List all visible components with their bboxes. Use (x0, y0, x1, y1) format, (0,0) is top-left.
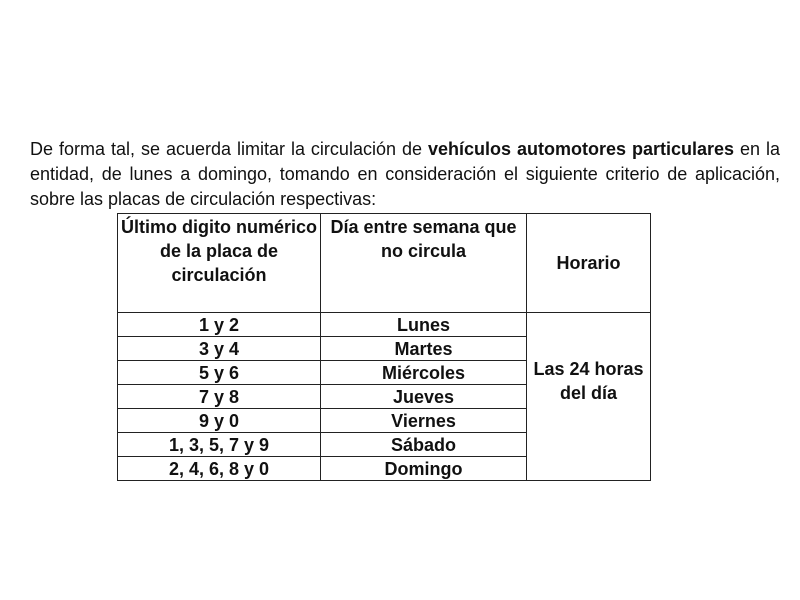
header-schedule: Horario (527, 214, 651, 313)
cell-day: Lunes (321, 313, 527, 337)
cell-digits: 3 y 4 (118, 337, 321, 361)
cell-digits: 1, 3, 5, 7 y 9 (118, 433, 321, 457)
intro-text-start: De forma tal, se acuerda limitar la circulación de (30, 139, 428, 159)
cell-day: Viernes (321, 409, 527, 433)
cell-digits: 1 y 2 (118, 313, 321, 337)
cell-day: Martes (321, 337, 527, 361)
intro-paragraph (30, 137, 780, 212)
header-restricted-day: Día entre semana que no circula (321, 214, 527, 313)
intro-text-end: en la entidad, de lunes a domingo, tomando en consideración el siguiente criterio de aplicación, sobre las placas de circulación respectivas: (30, 139, 780, 209)
cell-schedule: Las 24 horas del día (527, 313, 651, 481)
table-row (118, 313, 651, 337)
cell-digits: 7 y 8 (118, 385, 321, 409)
cell-day: Miércoles (321, 361, 527, 385)
restriction-table (117, 213, 651, 481)
cell-day: Jueves (321, 385, 527, 409)
header-last-digit: Último digito numérico de la placa de circulación (118, 214, 321, 313)
cell-day: Domingo (321, 457, 527, 481)
intro-text-bold: vehículos automotores particulares (427, 139, 734, 159)
cell-digits: 5 y 6 (118, 361, 321, 385)
table-header-row (118, 214, 651, 313)
cell-digits: 2, 4, 6, 8 y 0 (118, 457, 321, 481)
cell-day: Sábado (321, 433, 527, 457)
cell-digits: 9 y 0 (118, 409, 321, 433)
